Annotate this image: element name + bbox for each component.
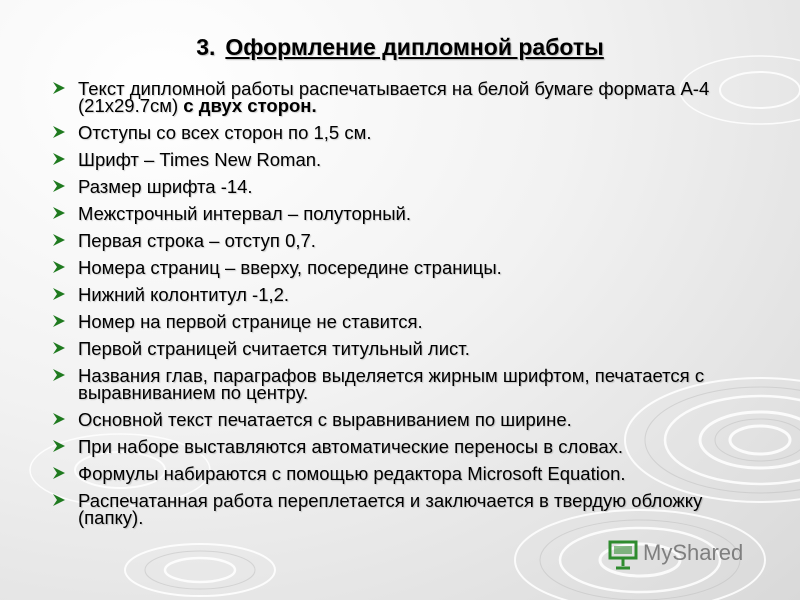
bullet-bold-text: с двух сторон. (183, 95, 317, 116)
bullet-text: Номер на первой странице не ставится. (78, 311, 423, 332)
bullet-item (50, 492, 750, 526)
arrow-bullet-icon (52, 233, 66, 247)
bullet-text: Формулы набираются с помощью редактора Microsoft Equation. (78, 463, 626, 484)
bullet-text: Шрифт – Times New Roman. (78, 149, 322, 170)
bullet-item (50, 205, 750, 222)
bullet-item (50, 80, 750, 114)
bullet-item (50, 124, 750, 141)
bullet-item (50, 465, 750, 482)
arrow-bullet-icon (52, 341, 66, 355)
bullet-text: Текст дипломной работы распечатывается на белой бумаге формата А-4 (21х29.7см) (78, 78, 710, 116)
arrow-bullet-icon (52, 81, 66, 95)
arrow-bullet-icon (52, 493, 66, 507)
bullet-text: Номера страниц – вверху, посередине страницы. (78, 257, 502, 278)
bullet-item (50, 286, 750, 303)
bullet-text: Первой страницей считается титульный лист. (78, 338, 470, 359)
bullet-text: Межстрочный интервал – полуторный. (78, 203, 412, 224)
arrow-bullet-icon (52, 314, 66, 328)
arrow-bullet-icon (52, 287, 66, 301)
arrow-bullet-icon (52, 125, 66, 139)
bullet-item (50, 411, 750, 428)
bullet-item (50, 313, 750, 330)
bullet-item (50, 367, 750, 401)
arrow-bullet-icon (52, 206, 66, 220)
arrow-bullet-icon (52, 412, 66, 426)
logo-text: MyShared (643, 540, 744, 565)
arrow-bullet-icon (52, 368, 66, 382)
bullet-list (50, 80, 750, 536)
title-text: Оформление дипломной работы (225, 34, 604, 60)
bullet-text: Названия глав, параграфов выделяется жирным шрифтом, печатается с выравниванием по центру. (78, 365, 705, 403)
bullet-text: Отступы со всех сторон по 1,5 см. (78, 122, 372, 143)
bullet-text: Нижний колонтитул -1,2. (78, 284, 290, 305)
arrow-bullet-icon (52, 260, 66, 274)
presentation-board-icon (608, 538, 638, 570)
arrow-bullet-icon (52, 439, 66, 453)
arrow-bullet-icon (52, 152, 66, 166)
arrow-bullet-icon (52, 466, 66, 480)
bullet-item (50, 151, 750, 168)
bullet-text: Основной текст печатается с выравниванием по ширине. (78, 409, 572, 430)
bullet-text: Первая строка – отступ 0,7. (78, 230, 316, 251)
bullet-item (50, 178, 750, 195)
bullet-text: При наборе выставляются автоматические переносы в словах. (78, 436, 624, 457)
bullet-item (50, 340, 750, 357)
title-number: 3. (196, 34, 216, 60)
bullet-item (50, 232, 750, 249)
bullet-item (50, 438, 750, 455)
bullet-text: Распечатанная работа переплетается и заключается в твердую обложку (папку). (78, 490, 703, 528)
bullet-item (50, 259, 750, 276)
arrow-bullet-icon (52, 179, 66, 193)
slide-title (0, 34, 800, 61)
bullet-text: Размер шрифта -14. (78, 176, 253, 197)
myshared-logo (608, 538, 768, 572)
